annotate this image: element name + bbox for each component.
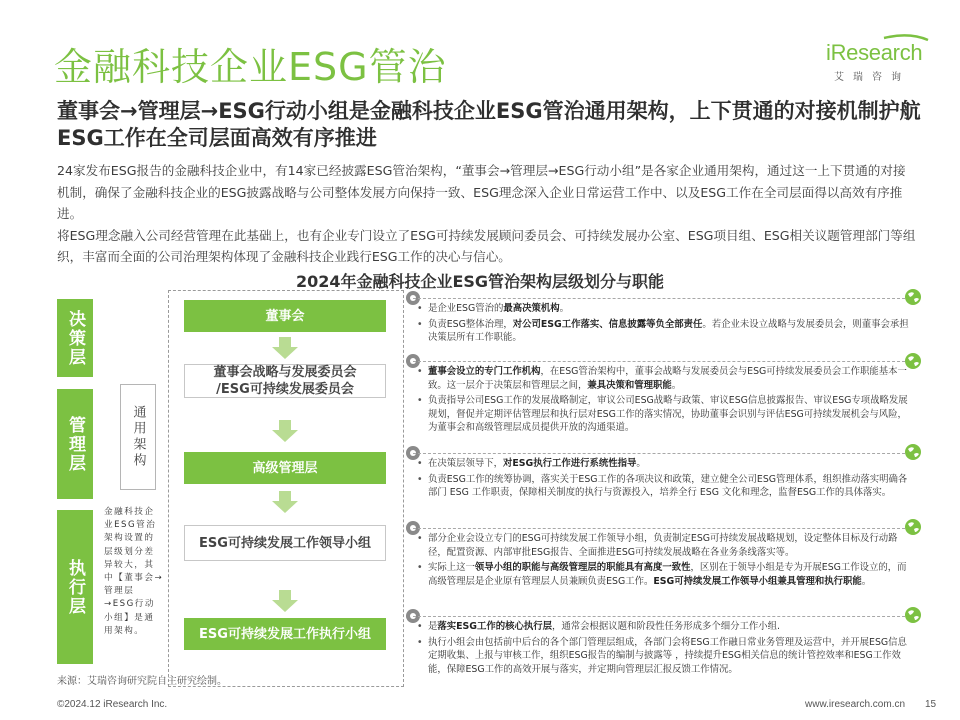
node-board bbox=[184, 300, 386, 332]
desc-leader bbox=[413, 528, 915, 590]
down-arrow-icon bbox=[272, 590, 298, 612]
node-committee bbox=[184, 364, 386, 398]
intro-text bbox=[57, 160, 917, 268]
node-leader-label: ESG可持续发展工作领导小组 bbox=[199, 535, 371, 551]
node-leader-group bbox=[184, 525, 386, 561]
desc-board-item-1: • 是企业ESG管治的最高决策机构。 bbox=[413, 302, 915, 316]
node-committee-line2: /ESG可持续发展委员会 bbox=[216, 382, 354, 397]
desc-exec bbox=[413, 616, 915, 678]
layer-management: 管理层 bbox=[57, 389, 93, 499]
globe-icon bbox=[904, 352, 922, 370]
node-exec-group bbox=[184, 618, 386, 650]
node-senior-label: 高级管理层 bbox=[252, 460, 318, 476]
down-arrow-icon bbox=[272, 491, 298, 513]
desc-senior-item-1: • 在决策层领导下，对ESG执行工作进行系统性指导。 bbox=[413, 457, 915, 471]
node-senior-management bbox=[184, 452, 386, 484]
globe-icon bbox=[904, 288, 922, 306]
desc-board-item-2: • 负责ESG整体治理，对公司ESG工作落实、信息披露等负全部责任。若企业未设立战略与发展委员会，则董事会承担决策层所有工作职能。 bbox=[413, 318, 915, 345]
desc-leader-item-2: • 实际上这一领导小组的职能与高级管理层的职能具有高度一致性，区别在于领导小组是专为开展ESG工作设立的，而高级管理层是企业原有管理层人员兼顾负责ESG工作。ESG可持续发展工作领导小组兼具管理和执行职能。 bbox=[413, 561, 915, 588]
diagram-title: 2024年金融科技企业ESG管治架构层级划分与职能 bbox=[295, 272, 665, 291]
desc-board bbox=[413, 298, 915, 347]
page-title: 金融科技企业ESG管治 bbox=[54, 45, 447, 89]
iresearch-logo bbox=[824, 34, 932, 83]
desc-exec-item-1: • 是落实ESG工作的核心执行层，通常会根据议题和阶段性任务形成多个细分工作小组. bbox=[413, 620, 915, 634]
down-arrow-icon bbox=[272, 420, 298, 442]
intro-paragraph-1: 24家发布ESG报告的金融科技企业中，有14家已经披露ESG管治架构，“董事会→管理层→ESG行动小组”是各家企业通用架构，通过这一上下贯通的对接机制，确保了金融科技企业的ESG披露战略与公司整体发展方向保持一致、ESG理念深入企业日常运营工作中、以及ESG工作在全司层面得以高效有序推进。 bbox=[57, 163, 906, 221]
node-exec-label: ESG可持续发展工作执行小组 bbox=[199, 626, 371, 642]
globe-icon bbox=[904, 606, 922, 624]
desc-committee-item-1: • 董事会设立的专门工作机构，在ESG管治架构中，董事会战略与发展委员会与ESG可持续发展委员会工作职能基本一致。这一层介于决策层和管理层之间，兼具决策和管理职能。 bbox=[413, 365, 915, 392]
subtitle: 董事会→管理层→ESG行动小组是金融科技企业ESG管治通用架构，上下贯通的对接机制护航ESG工作在全司层面高效有序推进 bbox=[57, 99, 921, 150]
layer-execution: 执行层 bbox=[57, 510, 93, 664]
desc-committee-item-2: • 负责指导公司ESG工作的发展战略制定，审议公司ESG战略与政策、审议ESG信息披露报告、审议ESG专项战略发展规划，督促并定期评估管理层和执行层对ESG工作的落实情况，协助董事会识别与评估ESG可持续发展机会与风险，为董事会和高级管理层成员提供开放的沟通渠道。 bbox=[413, 394, 915, 435]
general-structure-box: 通用架构 bbox=[120, 384, 156, 490]
logo-subtitle: 艾瑞咨询 bbox=[834, 72, 910, 83]
globe-icon bbox=[904, 518, 922, 536]
desc-senior-item-2: • 负责ESG工作的统筹协调，落实关于ESG工作的各项决议和政策，建立健全公司ESG管理体系，组织推动落实明确各部门 ESG 工作职责，保障相关制度的执行与资源投入，培养全行 ESG 文化和理念，监督ESG工作的具体落实。 bbox=[413, 473, 915, 500]
logo-word: iResearch bbox=[826, 40, 923, 65]
page-number: 15 bbox=[925, 699, 937, 710]
down-arrow-icon bbox=[272, 337, 298, 359]
copyright: ©2024.12 iResearch Inc. bbox=[57, 699, 168, 710]
intro-paragraph-2: 将ESG理念融入公司经营管理在此基础上，也有企业专门设立了ESG可持续发展顾问委员会、可持续发展办公室、ESG项目组、ESG相关议题管理部门等组织，丰富而全面的公司治理架构体现了金融科技企业践行ESG工作的决心与信心。 bbox=[57, 227, 916, 264]
desc-leader-item-1: • 部分企业会设立专门的ESG可持续发展工作领导小组，负责制定ESG可持续发展战略规划，设定整体目标及行动路径，配置资源、内部审批ESG报告、全面推进ESG可持续发展战略在各业务条线落实等。 bbox=[413, 532, 915, 559]
desc-senior bbox=[413, 453, 915, 502]
layer-decision: 决策层 bbox=[57, 299, 93, 377]
node-board-label: 董事会 bbox=[265, 308, 305, 324]
node-committee-line1: 董事会战略与发展委员会 bbox=[213, 365, 357, 380]
source-note: 来源：艾瑞咨询研究院自主研究绘制。 bbox=[57, 676, 227, 687]
globe-icon bbox=[904, 443, 922, 461]
structure-note: 金融科技企业ESG管治架构设置的层级划分差异较大，其中【董事会→管理层→ESG行动小组】是通用架构。 bbox=[104, 507, 164, 636]
desc-exec-item-2: • 执行小组会由包括前中后台的各个部门管理层组成，各部门会将ESG工作融日常业务管理及运营中，并开展ESG信息定期收集、上报与审核工作，组织ESG报告的编制与披露等 ，持续提升ESG相关信息的统计管控效率和ESG工作效能，保障ESG工作的高效开展与落实，并定期向管理层汇报反馈工作情况。 bbox=[413, 636, 915, 677]
website-link[interactable]: www.iresearch.com.cn bbox=[805, 699, 906, 710]
desc-committee bbox=[413, 361, 915, 437]
